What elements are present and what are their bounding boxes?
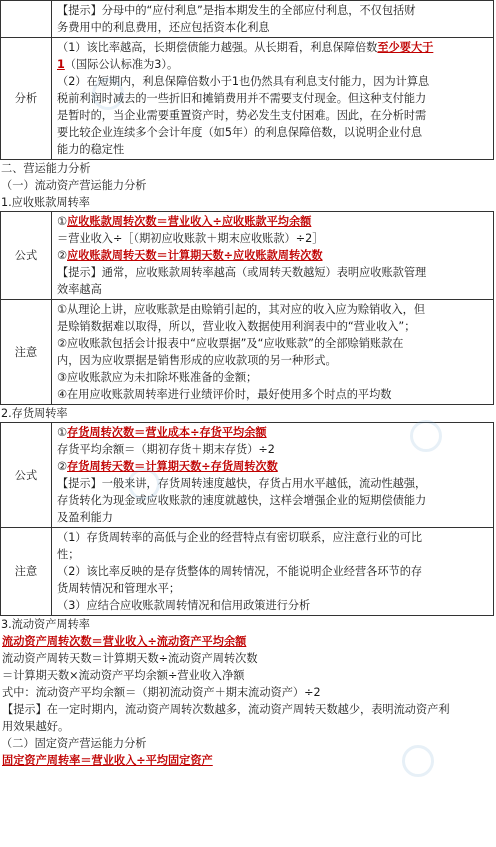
tip-cell: [52, 1, 494, 38]
current-asset-line: 用效果越好。: [2, 720, 70, 733]
analysis-cell: [52, 38, 494, 160]
note-cell: [52, 300, 494, 405]
formula-label: 公式: [1, 423, 52, 528]
tip-line: 及盈利能力: [57, 511, 113, 524]
formula-index: ②: [57, 460, 68, 473]
highlight-formula: 应收账款周转天数＝计算期天数÷应收账款周转次数: [67, 249, 323, 262]
analysis-label: 分析: [1, 38, 52, 160]
analysis-p1-line: [55, 56, 490, 73]
fixed-asset-formula: [0, 752, 496, 769]
analysis-p2-line: 能力的稳定性: [57, 143, 125, 156]
highlight-text: 至少要大于: [377, 41, 434, 54]
formula-line: 存货平均余额＝（期初存货＋期末存货）÷2: [57, 443, 275, 456]
current-asset-line: 式中：流动资产平均余额＝（期初流动资产＋期末流动资产）÷2: [2, 686, 321, 699]
highlight-formula: 应收账款周转次数＝营业收入÷应收账款平均余额: [67, 215, 312, 228]
formula-line: [55, 213, 490, 230]
note-line: 货周转情况和管理水平；: [57, 582, 181, 595]
note-line: ②应收账款包括会计报表中“应收票据”及“应收账款”的全部赊销账款在: [57, 337, 404, 350]
section-heading: 二、营运能力分析: [1, 162, 91, 175]
note-line: （3）应结合应收账款周转情况和信用政策进行分析: [57, 599, 311, 612]
analysis-p2-line: （2）在短期内，利息保障倍数小于1也仍然具有利息支付能力，因为计算息: [57, 75, 430, 88]
tip-line: 存货转化为现金或应收账款的速度就越快，这样会增强企业的短期偿债能力: [57, 494, 427, 507]
empty-label-cell: [1, 1, 52, 38]
inventory-turnover-table: [0, 422, 494, 616]
note-line: 内，因为应收票据是销售形成的应收款项的另一种形式。: [57, 354, 337, 367]
note-line: （2）该比率反映的是存货整体的周转情况，不能说明企业经营各环节的存: [57, 565, 423, 578]
analysis-text: （国际公认标准为3）。: [64, 58, 179, 71]
formula-index: ①: [57, 426, 68, 439]
formula-line: [55, 424, 490, 441]
tip-line: 效率越高: [57, 283, 102, 296]
formula-index: ①: [57, 215, 68, 228]
note-line: ③应收账款应为未扣除坏账准备的金额；: [57, 371, 258, 384]
subsection-heading: （一）流动资产营运能力分析: [1, 179, 147, 192]
current-asset-formula: [0, 633, 496, 650]
item-heading: 1.应收账款周转率: [1, 196, 90, 209]
receivables-turnover-table: [0, 211, 494, 405]
formula-index: ②: [57, 249, 68, 262]
tip-line: 【提示】通常，应收账款周转率越高（或周转天数越短）表明应收账款管理: [57, 266, 427, 279]
formula-line: [55, 458, 490, 475]
highlight-text: 1: [57, 58, 65, 71]
note-line: 性；: [57, 548, 80, 561]
note-label: 注意: [1, 300, 52, 405]
note-line: 是赊销数据难以取得，所以，营业收入数据使用利润表中的“营业收入”；: [57, 320, 416, 333]
formula-cell: [52, 212, 494, 300]
highlight-formula: 存货周转次数＝营业成本÷存货平均余额: [67, 426, 267, 439]
interest-coverage-table: [0, 0, 494, 160]
analysis-p2-line: 要比较企业连续多个会计年度（如5年）的利息保障倍数，以说明企业付息: [57, 126, 423, 139]
subsection-heading: （二）固定资产营运能力分析: [1, 737, 147, 750]
note-line: ④在用应收账款周转率进行业绩评价时，最好使用多个时点的平均数: [57, 388, 392, 401]
current-asset-line: 流动资产周转天数＝计算期天数÷流动资产周转次数: [2, 652, 258, 665]
analysis-p2-line: 是暂时的，当企业需要重置资产时，势必发生支付困难。因此，在分析时需: [57, 109, 427, 122]
highlight-formula: 存货周转天数＝计算期天数÷存货周转次数: [67, 460, 278, 473]
tip-line: 【提示】分母中的“应付利息”是指本期发生的全部应付利息，不仅包括财: [57, 4, 416, 17]
formula-label: 公式: [1, 212, 52, 300]
note-label: 注意: [1, 528, 52, 616]
tip-line: 【提示】一般来讲，存货周转速度越快，存货占用水平越低，流动性越强，: [57, 477, 427, 490]
formula-cell: [52, 423, 494, 528]
highlight-formula: 固定资产周转率＝营业收入÷平均固定资产: [2, 754, 213, 767]
item-heading: 3.流动资产周转率: [1, 618, 90, 631]
tip-line: 务费用中的利息费用，还应包括资本化利息: [57, 21, 270, 34]
note-line: （1）存货周转率的高低与企业的经营特点有密切联系，应注意行业的可比: [57, 531, 423, 544]
note-cell: [52, 528, 494, 616]
note-line: ①从理论上讲，应收账款是由赊销引起的，其对应的收入应为赊销收入，但: [57, 303, 426, 316]
current-asset-line: ＝计算期天数×流动资产平均余额÷营业收入净额: [2, 669, 245, 682]
item-heading: 2.存货周转率: [1, 407, 68, 420]
formula-line: ＝营业收入÷［（期初应收账款＋期末应收账款）÷2］: [57, 232, 324, 245]
current-asset-line: 【提示】在一定时期内，流动资产周转次数越多，流动资产周转天数越少，表明流动资产利: [2, 703, 450, 716]
analysis-p2-line: 税前利润时减去的一些折旧和摊销费用并不需要支付现金。但这种支付能力: [57, 92, 427, 105]
analysis-text: （1）该比率越高，长期偿债能力越强。从长期看，利息保障倍数: [57, 41, 378, 54]
formula-line: [55, 247, 490, 264]
highlight-formula: 流动资产周转次数＝营业收入÷流动资产平均余额: [2, 635, 247, 648]
analysis-p1-line: [55, 39, 490, 56]
